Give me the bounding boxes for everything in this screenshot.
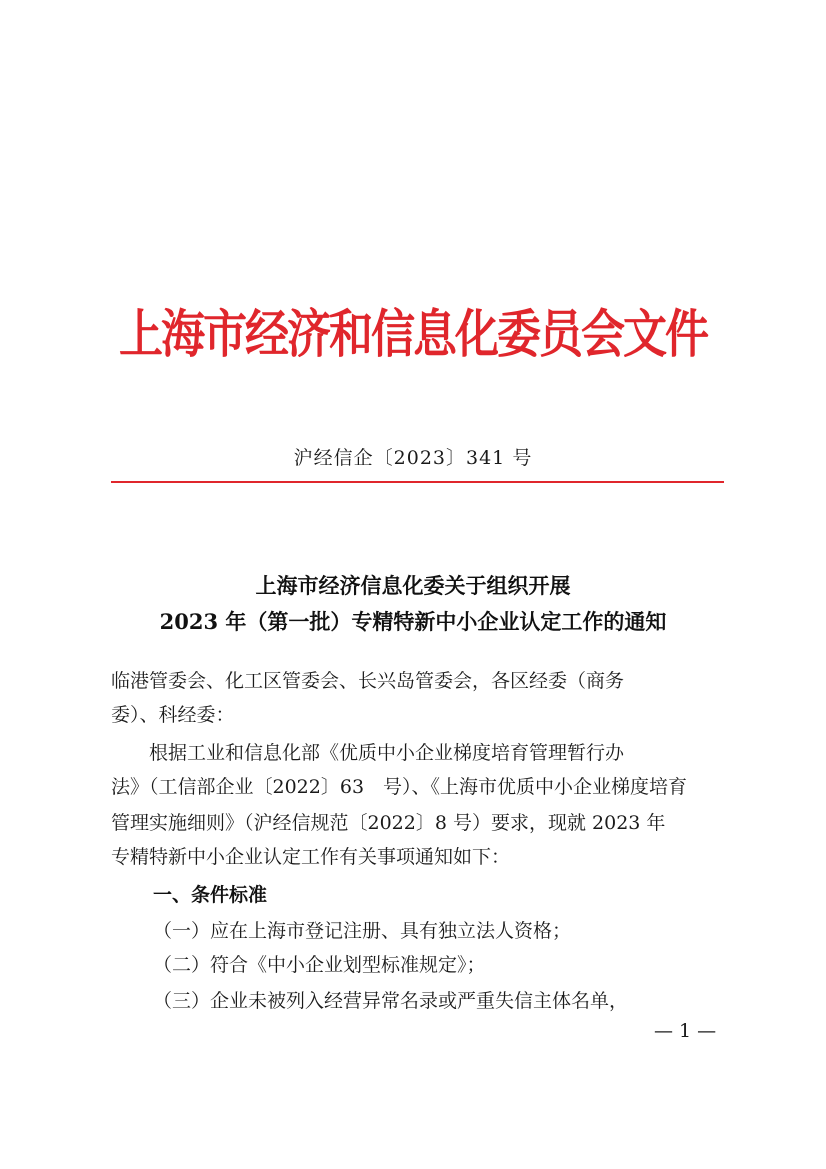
intro-line-1: 根据工业和信息化部《优质中小企业梯度培育管理暂行办 <box>111 742 625 764</box>
condition-item: （三）企业未被列入经营异常名录或严重失信主体名单， <box>153 990 629 1012</box>
recipients-line-1: 临港管委会、化工区管委会、长兴岛管委会，各区经委（商务 <box>111 670 625 692</box>
intro-line-2: 法》（工信部企业〔2022〕63 号）、《上海市优质中小企业梯度培育 <box>111 776 688 798</box>
intro-line-3: 管理实施细则》（沪经信规范〔2022〕8 号）要求，现就 2023 年 <box>111 812 666 834</box>
intro-line-4: 专精特新中小企业认定工作有关事项通知如下： <box>111 846 511 868</box>
recipients-line-2: 委）、科经委： <box>111 704 235 726</box>
issuer-masthead: 上海市经济和信息化委员会文件 <box>119 304 707 366</box>
page-number: — 1 — <box>654 1020 717 1042</box>
notice-title-line-1: 上海市经济信息化委关于组织开展 <box>255 573 571 598</box>
red-separator-line <box>111 481 724 483</box>
document-number: 沪经信企〔2023〕341 号 <box>293 447 533 469</box>
section-heading: 一、条件标准 <box>153 884 268 906</box>
notice-title-line-2: 2023 年（第一批）专精特新中小企业认定工作的通知 <box>159 609 667 634</box>
condition-item: （一）应在上海市登记注册、具有独立法人资格； <box>153 920 572 942</box>
condition-item: （二）符合《中小企业划型标准规定》； <box>153 954 486 976</box>
